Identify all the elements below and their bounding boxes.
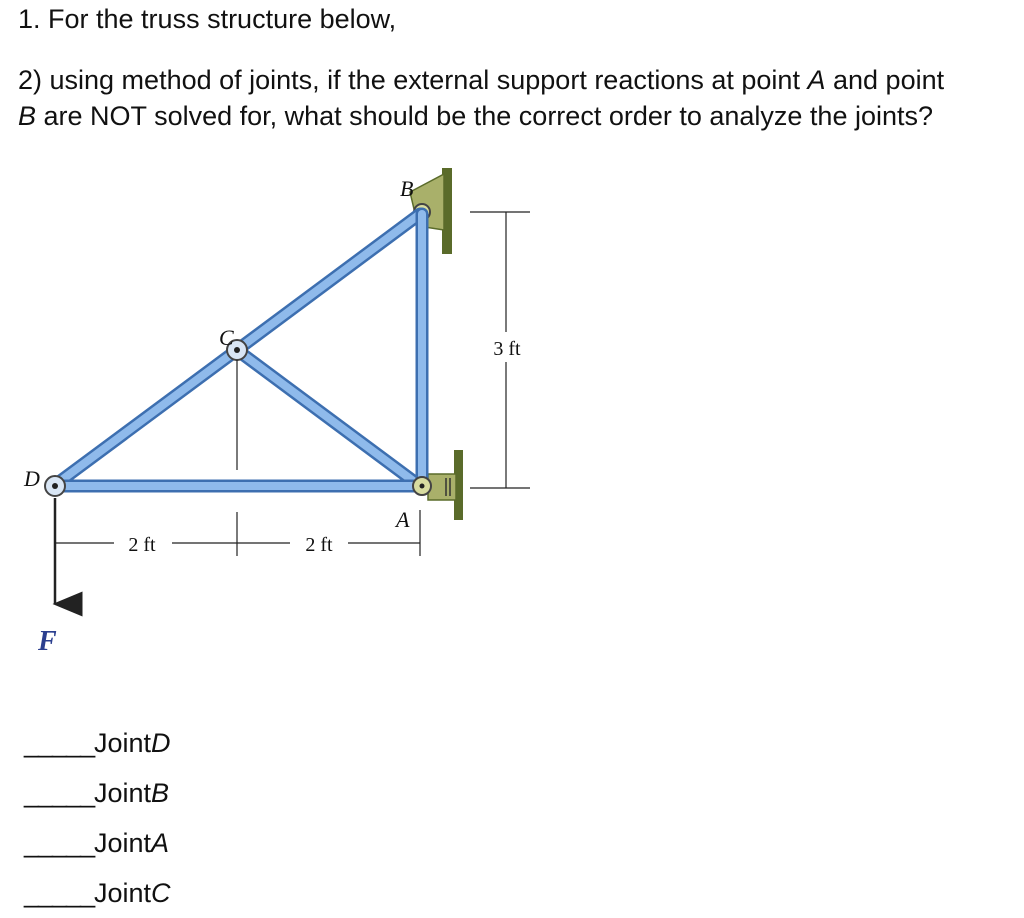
answer-blank[interactable]: _____: [24, 877, 95, 908]
joint-a-pin: [413, 477, 431, 495]
dim-left-span: 2 ft: [128, 534, 156, 556]
answer-blank[interactable]: _____: [24, 727, 95, 758]
question-rest: are NOT solved for, what should be the correct order to analyze the joints?: [43, 101, 934, 131]
label-b: B: [400, 176, 414, 201]
label-f: F: [38, 626, 57, 657]
truss-figure: [0, 160, 560, 680]
answer-label: Joint: [94, 727, 152, 758]
truss-diagram: [0, 160, 560, 680]
answer-item-joint-d: [24, 718, 171, 768]
joint-d-pin: [45, 476, 65, 496]
question-text: [18, 62, 1018, 134]
answer-item-joint-a: [24, 818, 171, 868]
label-a: A: [396, 507, 410, 532]
dim-height: 3 ft: [493, 338, 521, 360]
label-d: D: [24, 466, 40, 491]
answer-joint-letter: B: [151, 777, 170, 808]
answer-label: Joint: [94, 777, 152, 808]
answer-joint-letter: D: [151, 727, 171, 758]
answer-label: Joint: [94, 827, 152, 858]
answer-joint-letter: C: [151, 877, 171, 908]
answer-blank[interactable]: _____: [24, 777, 95, 808]
question-and-point: and point: [833, 65, 945, 95]
question-intro: 2) using method of joints, if the external support reactions at point: [18, 65, 800, 95]
question-title: 1. For the truss structure below,: [18, 4, 397, 34]
answer-label: Joint: [94, 877, 152, 908]
answer-list: [24, 718, 171, 918]
dim-right-span: 2 ft: [305, 534, 333, 556]
point-b-ref: B: [18, 101, 37, 131]
answer-joint-letter: A: [151, 827, 170, 858]
label-c: C: [219, 325, 234, 350]
point-a-ref: A: [807, 65, 826, 95]
support-a: [428, 450, 463, 520]
answer-blank[interactable]: _____: [24, 827, 95, 858]
horizontal-dimension: [55, 510, 420, 556]
answer-item-joint-b: [24, 768, 171, 818]
